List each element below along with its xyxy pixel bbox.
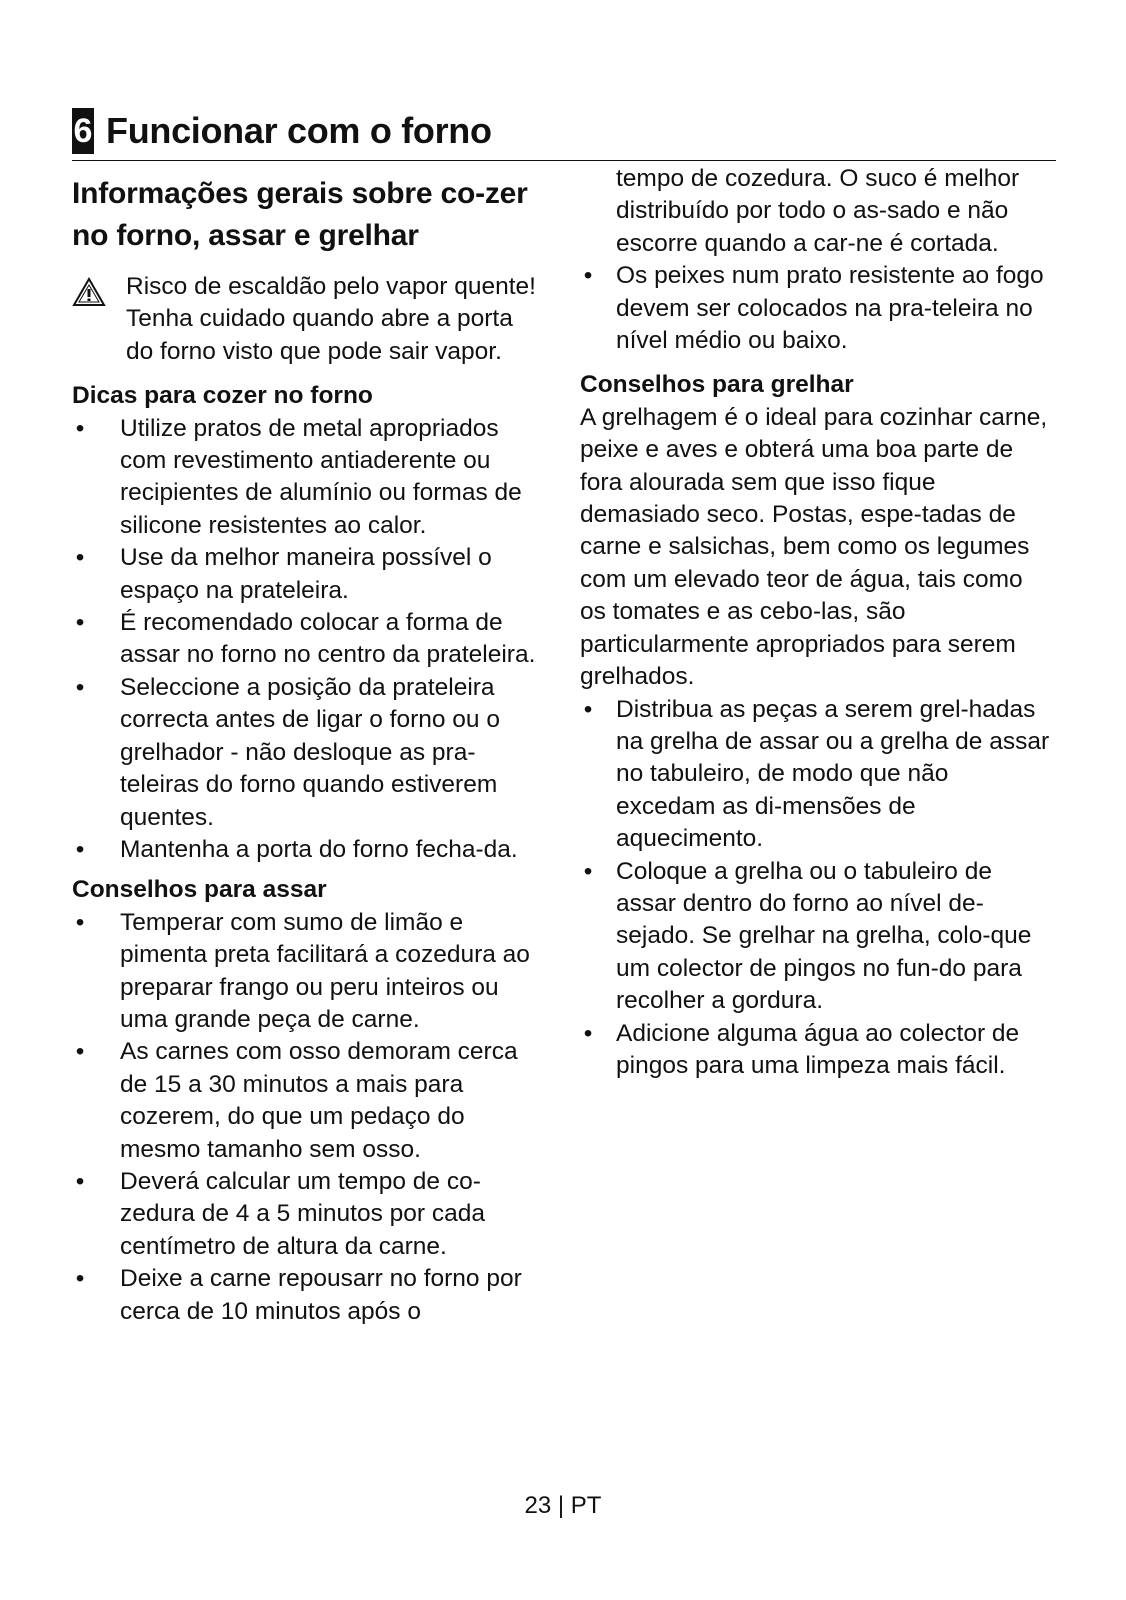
dicas-heading: Dicas para cozer no forno xyxy=(72,382,373,410)
right-column xyxy=(580,163,1050,1082)
list-item: • Utilize pratos de metal apropriados com revestimento antiaderente ou recipientes de alumínio ou formas de silicone resistentes ao calor. xyxy=(75,414,522,539)
list-item: • Temperar com sumo de limão e pimenta preta facilitará a cozedura ao preparar frango ou peru inteiros ou uma grande peça de carne. xyxy=(75,908,530,1033)
list-item: • Seleccione a posição da prateleira correcta antes de ligar o forno ou o grelhador - não desloque as pra-teleiras do forno quando estiverem quentes. xyxy=(75,673,500,831)
list-item: • Adicione alguma água ao colector de pingos para uma limpeza mais fácil. xyxy=(583,1019,1020,1079)
page-title: Funcionar com o forno xyxy=(106,110,492,151)
list-item: • Deverá calcular um tempo de co-zedura de 4 a 5 minutos por cada centímetro de altura da carne. xyxy=(75,1167,486,1260)
left-column xyxy=(72,163,542,1328)
list-item: • As carnes com osso demoram cerca de 15 a 30 minutos a mais para cozerem, do que um pedaço do mesmo tamanho sem osso. xyxy=(75,1038,518,1163)
assar-heading: Conselhos para assar xyxy=(72,876,327,904)
list-item: • Deixe a carne repousarr no forno por cerca de 10 minutos após o xyxy=(75,1265,522,1325)
grelhar-intro: A grelhagem é o ideal para cozinhar carne, peixe e aves e obterá uma boa parte de fora alourada sem que isso fique demasiado seco. Postas, espe-tadas de carne e salsichas, bem como os legumes com um elevado teor de água, tais como os tomates e as cebo-las, são particularmente apropriados para serem grelhados. xyxy=(580,403,1048,691)
list-item: • Use da melhor maneira possível o espaço na prateleira. xyxy=(75,544,492,604)
list-item: • Distribua as peças a serem grel-hadas na grelha de assar ou a grelha de assar no tabuleiro, de modo que não excedam as di-mensões de aquecimento. xyxy=(583,695,1050,853)
dicas-list xyxy=(72,413,542,867)
grelhar-list xyxy=(580,694,1050,1083)
warning-text-1: Risco de escaldão pelo vapor quente! xyxy=(126,273,536,300)
warning-text-2: Tenha cuidado quando abre a porta do forno visto que pode sair vapor. xyxy=(126,305,513,365)
warning-note xyxy=(72,271,542,368)
list-item-continued: tempo de cozedura. O suco é melhor distribuído por todo o as-sado e não escorre quando a car-ne é cortada. xyxy=(616,165,1020,257)
list-item: • Mantenha a porta do forno fecha-da. xyxy=(75,835,518,863)
list-item: • Os peixes num prato resistente ao fogo devem ser colocados na pra-teleira no nível médio ou baixo. xyxy=(583,262,1044,355)
list-item: • Coloque a grelha ou o tabuleiro de assar dentro do forno ao nível de-sejado. Se grelhar na grelha, colo-que um colector de pingos no fun-do para recolher a gordura. xyxy=(583,857,1032,1015)
continued-list xyxy=(580,163,1050,357)
section-title: Informações gerais sobre co-zer no forno, assar e grelhar xyxy=(72,177,528,252)
chapter-header xyxy=(72,104,1056,161)
assar-list xyxy=(72,907,542,1328)
chapter-number: 6 xyxy=(72,108,94,154)
warning-triangle-icon xyxy=(72,277,106,307)
grelhar-heading: Conselhos para grelhar xyxy=(580,371,854,399)
list-item: • É recomendado colocar a forma de assar no forno no centro da prateleira. xyxy=(75,609,536,669)
page-footer: 23 | PT xyxy=(524,1492,602,1519)
